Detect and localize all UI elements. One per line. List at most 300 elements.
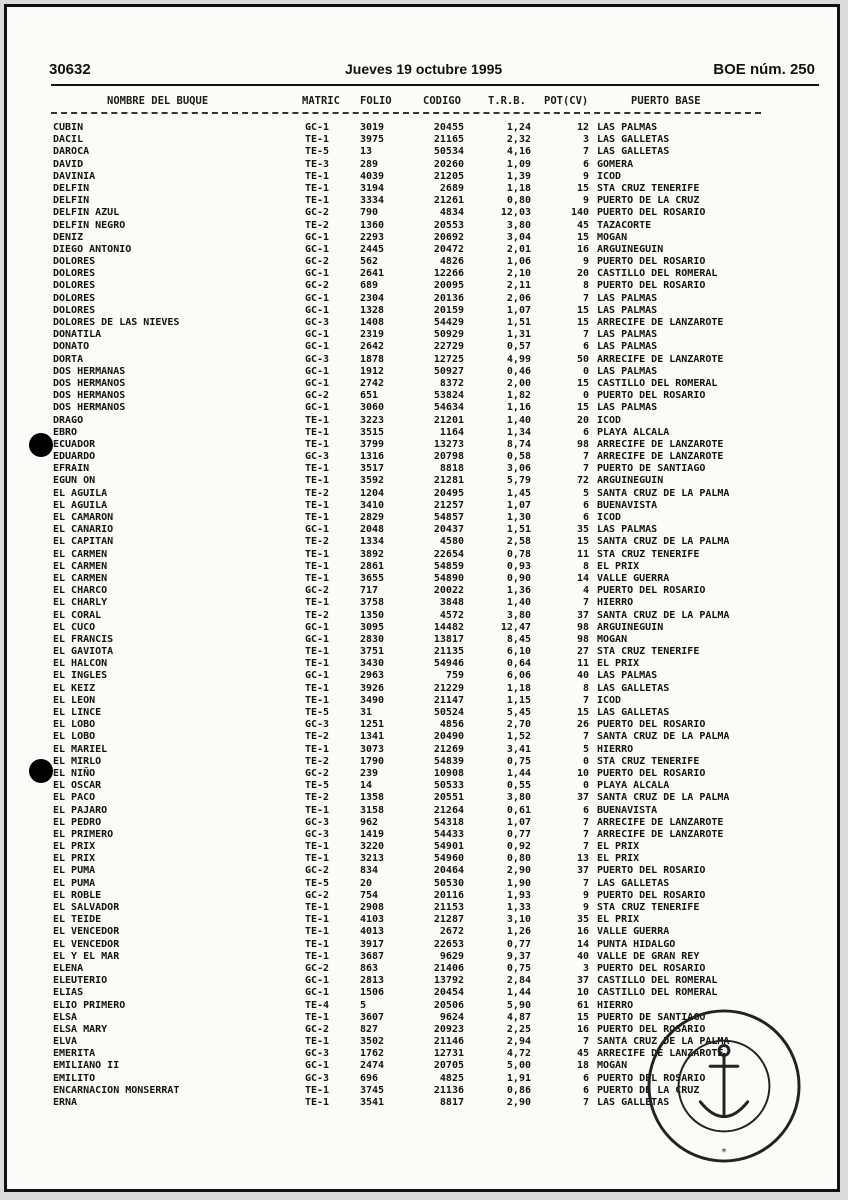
trb-value: 0,46	[506, 365, 531, 377]
table-row	[51, 610, 811, 622]
matricula: GC-1	[305, 341, 330, 353]
potencia: 35	[576, 524, 589, 536]
port-base: VALLE GUERRA	[597, 572, 670, 584]
port-base: LAS PALMAS	[597, 365, 658, 377]
port-base: ARRECIFE DE LANZAROTE	[597, 828, 724, 840]
port-base: LAS PALMAS	[597, 402, 658, 414]
potencia: 15	[576, 1011, 589, 1023]
vessel-name: EL PRIX	[53, 853, 96, 865]
potencia: 37	[576, 975, 589, 987]
vessel-name: DAVID	[53, 158, 84, 170]
trb-value: 4,16	[506, 146, 531, 158]
trb-value: 5,45	[506, 707, 531, 718]
matricula: GC-1	[305, 987, 330, 999]
matricula: GC-2	[305, 280, 330, 292]
potencia: 6	[582, 512, 589, 523]
codigo: 21229	[433, 682, 464, 694]
port-base: TAZACORTE	[597, 219, 652, 231]
codigo: 54946	[433, 658, 464, 670]
trb-value: 1,30	[506, 512, 531, 523]
table-row	[51, 134, 811, 146]
port-base: PUERTO DEL ROSARIO	[597, 767, 706, 779]
codigo: 54839	[433, 755, 464, 767]
folio: 827	[360, 1023, 379, 1035]
matricula: GC-2	[305, 962, 330, 974]
folio: 5	[360, 999, 367, 1011]
table-row	[51, 512, 811, 524]
port-base: LAS PALMAS	[597, 341, 658, 353]
potencia: 7	[582, 828, 589, 840]
trb-value: 1,33	[506, 902, 531, 913]
folio: 790	[360, 207, 379, 219]
port-base: BUENAVISTA	[597, 804, 658, 816]
matricula: TE-1	[305, 512, 330, 523]
table-row	[51, 402, 811, 414]
folio: 2293	[360, 231, 385, 243]
potencia: 27	[576, 646, 589, 658]
matricula: GC-1	[305, 231, 330, 243]
potencia: 37	[576, 792, 589, 804]
port-base: STA CRUZ TENERIFE	[597, 902, 700, 913]
matricula: GC-2	[305, 390, 330, 402]
potencia: 6	[582, 1072, 589, 1084]
vessel-name: EDUARDO	[53, 451, 96, 463]
table-row	[51, 744, 811, 756]
port-base: HIERRO	[597, 743, 634, 755]
folio: 1316	[360, 451, 385, 463]
matricula: GC-2	[305, 1023, 330, 1035]
matricula: GC-3	[305, 1072, 330, 1084]
trb-value: 1,51	[506, 524, 531, 536]
column-header-name: NOMBRE DEL BUQUE	[107, 95, 209, 107]
codigo: 54901	[433, 841, 464, 853]
vessel-name: EL HALCON	[53, 658, 108, 670]
trb-value: 0,90	[506, 572, 531, 584]
potencia: 98	[576, 621, 589, 633]
table-row	[51, 878, 811, 890]
potencia: 9	[582, 195, 589, 207]
vessel-name: EL NIÑO	[53, 767, 96, 779]
folio: 3517	[360, 463, 385, 475]
potencia: 45	[576, 219, 589, 231]
trb-value: 1,07	[506, 499, 531, 511]
port-base: STA CRUZ TENERIFE	[597, 548, 700, 560]
trb-value: 3,80	[506, 792, 531, 804]
codigo: 4826	[439, 256, 464, 268]
column-header-matric: MATRIC	[302, 95, 340, 107]
port-base: PUERTO DE SANTIAGO	[597, 1011, 706, 1023]
trb-value: 1,16	[506, 402, 531, 414]
folio: 689	[360, 280, 379, 292]
matricula: GC-1	[305, 304, 330, 316]
potencia: 15	[576, 317, 589, 328]
codigo: 20116	[433, 889, 464, 901]
trb-value: 0,75	[506, 755, 531, 767]
table-row	[51, 939, 811, 951]
folio: 3799	[360, 438, 385, 450]
trb-value: 0,57	[506, 341, 531, 353]
vessel-name: EL VENCEDOR	[53, 926, 120, 938]
codigo: 20495	[433, 487, 464, 499]
table-row	[51, 354, 811, 366]
vessel-name: DACIL	[53, 134, 84, 146]
folio: 3095	[360, 621, 385, 633]
vessel-name: EMILIANO II	[53, 1060, 120, 1072]
port-base: CASTILLO DEL ROMERAL	[597, 377, 718, 389]
codigo: 54318	[433, 816, 464, 828]
port-base: VALLE GUERRA	[597, 926, 670, 938]
potencia: 12	[576, 122, 589, 133]
table-row	[51, 817, 811, 829]
matricula: TE-5	[305, 146, 330, 158]
port-base: ARRECIFE DE LANZAROTE	[597, 317, 724, 328]
trb-value: 3,80	[506, 609, 531, 621]
matricula: TE-1	[305, 170, 330, 182]
codigo: 21146	[433, 1036, 464, 1048]
potencia: 7	[582, 451, 589, 463]
table-row	[51, 865, 811, 877]
matricula: GC-3	[305, 1048, 330, 1060]
folio: 1419	[360, 828, 385, 840]
table-row	[51, 634, 811, 646]
matricula: TE-1	[305, 1011, 330, 1023]
vessel-name: EL LOBO	[53, 719, 96, 731]
matricula: GC-1	[305, 670, 330, 682]
vessel-name: EL Y EL MAR	[53, 950, 120, 962]
potencia: 15	[576, 304, 589, 316]
vessel-name: ERNA	[53, 1097, 78, 1108]
codigo: 21261	[433, 195, 464, 207]
table-row	[51, 341, 811, 353]
potencia: 9	[582, 902, 589, 913]
folio: 1251	[360, 719, 385, 731]
folio: 2474	[360, 1060, 385, 1072]
trb-value: 0,55	[506, 780, 531, 792]
folio: 3607	[360, 1011, 385, 1023]
port-base: ARGUINEGUIN	[597, 475, 664, 487]
codigo: 21281	[433, 475, 464, 487]
folio: 2304	[360, 292, 385, 304]
trb-value: 1,44	[506, 987, 531, 999]
matricula: TE-5	[305, 707, 330, 718]
port-base: MOGAN	[597, 633, 628, 645]
column-header-codigo: CODIGO	[423, 95, 461, 107]
matricula: GC-1	[305, 243, 330, 255]
column-header-puerto: PUERTO BASE	[631, 95, 701, 107]
codigo: 20455	[433, 122, 464, 133]
codigo: 4856	[439, 719, 464, 731]
matricula: GC-3	[305, 719, 330, 731]
vessel-name: DOLORES	[53, 304, 96, 316]
table-row	[51, 670, 811, 682]
codigo: 4580	[439, 536, 464, 548]
codigo: 10908	[433, 767, 464, 779]
vessel-name: DIEGO ANTONIO	[53, 243, 132, 255]
port-base: EL PRIX	[597, 658, 640, 670]
table-row	[51, 475, 811, 487]
potencia: 5	[582, 487, 589, 499]
svg-text:*: *	[721, 1147, 727, 1159]
folio: 962	[360, 816, 379, 828]
vessel-name: EL LEON	[53, 694, 96, 706]
port-base: ARRECIFE DE LANZAROTE	[597, 816, 724, 828]
vessel-name: EGUN ON	[53, 475, 96, 487]
trb-value: 4,72	[506, 1048, 531, 1060]
vessel-name: ELSA	[53, 1011, 78, 1023]
port-base: LAS PALMAS	[597, 524, 658, 536]
table-row	[51, 780, 811, 792]
vessel-name: EL CARMEN	[53, 548, 108, 560]
potencia: 7	[582, 1036, 589, 1048]
potencia: 61	[576, 999, 589, 1011]
table-row	[51, 536, 811, 548]
folio: 1912	[360, 365, 385, 377]
matricula: GC-2	[305, 585, 330, 597]
table-row	[51, 963, 811, 975]
vessel-name: EL PACO	[53, 792, 96, 804]
matricula: TE-1	[305, 463, 330, 475]
potencia: 6	[582, 158, 589, 170]
vessel-name: EMERITA	[53, 1048, 96, 1060]
trb-value: 2,11	[506, 280, 531, 292]
vessel-table	[51, 122, 811, 1109]
codigo: 20472	[433, 243, 464, 255]
vessel-name: DAROCA	[53, 146, 90, 158]
potencia: 26	[576, 719, 589, 731]
table-row	[51, 658, 811, 670]
vessel-name: DOS HERMANAS	[53, 365, 126, 377]
potencia: 6	[582, 804, 589, 816]
table-row	[51, 268, 811, 280]
codigo: 20464	[433, 865, 464, 877]
codigo: 20260	[433, 158, 464, 170]
port-base: ARRECIFE DE LANZAROTE	[597, 1048, 724, 1060]
vessel-name: EL CARMEN	[53, 560, 108, 572]
folio: 1204	[360, 487, 385, 499]
codigo: 21165	[433, 134, 464, 146]
folio: 3410	[360, 499, 385, 511]
potencia: 15	[576, 402, 589, 414]
folio: 3758	[360, 597, 385, 609]
matricula: TE-1	[305, 938, 330, 950]
matricula: TE-1	[305, 1084, 330, 1096]
matricula: GC-2	[305, 256, 330, 268]
codigo: 54634	[433, 402, 464, 414]
port-base: LAS PALMAS	[597, 292, 658, 304]
codigo: 21269	[433, 743, 464, 755]
matricula: TE-1	[305, 134, 330, 146]
vessel-name: DOS HERMANOS	[53, 377, 126, 389]
folio: 3515	[360, 426, 385, 438]
table-row	[51, 902, 811, 914]
vessel-name: EL INGLES	[53, 670, 108, 682]
trb-value: 3,04	[506, 231, 531, 243]
codigo: 53824	[433, 390, 464, 402]
matricula: TE-1	[305, 1036, 330, 1048]
trb-value: 1,24	[506, 122, 531, 133]
potencia: 10	[576, 767, 589, 779]
potencia: 7	[582, 463, 589, 475]
port-base: HIERRO	[597, 999, 634, 1011]
potencia: 15	[576, 182, 589, 194]
trb-value: 5,00	[506, 1060, 531, 1072]
vessel-name: DELFIN	[53, 182, 90, 194]
matricula: TE-2	[305, 609, 330, 621]
vessel-name: EL TEIDE	[53, 914, 102, 926]
matricula: TE-2	[305, 219, 330, 231]
table-row	[51, 975, 811, 987]
port-base: PUERTO DEL ROSARIO	[597, 1072, 706, 1084]
codigo: 21287	[433, 914, 464, 926]
codigo: 20159	[433, 304, 464, 316]
codigo: 20923	[433, 1023, 464, 1035]
vessel-name: EL PUMA	[53, 877, 96, 889]
matricula: GC-3	[305, 353, 330, 365]
trb-value: 5,90	[506, 999, 531, 1011]
table-row	[51, 768, 811, 780]
codigo: 20454	[433, 987, 464, 999]
trb-value: 2,01	[506, 243, 531, 255]
codigo: 54433	[433, 828, 464, 840]
federation-seal-stamp	[645, 1007, 803, 1165]
matricula: TE-1	[305, 182, 330, 194]
matricula: TE-1	[305, 414, 330, 426]
table-row	[51, 841, 811, 853]
port-base: PUERTO DEL ROSARIO	[597, 1023, 706, 1035]
matricula: TE-1	[305, 499, 330, 511]
port-base: CASTILLO DEL ROMERAL	[597, 987, 718, 999]
matricula: GC-2	[305, 207, 330, 219]
potencia: 3	[582, 962, 589, 974]
trb-value: 0,58	[506, 451, 531, 463]
folio: 3541	[360, 1097, 385, 1108]
trb-value: 1,40	[506, 414, 531, 426]
port-base: ICOD	[597, 694, 622, 706]
folio: 3892	[360, 548, 385, 560]
trb-value: 1,44	[506, 767, 531, 779]
vessel-name: DONATO	[53, 341, 90, 353]
folio: 1878	[360, 353, 385, 365]
codigo: 13817	[433, 633, 464, 645]
trb-value: 1,34	[506, 426, 531, 438]
potencia: 140	[570, 207, 589, 219]
folio: 2048	[360, 524, 385, 536]
table-row	[51, 756, 811, 768]
port-base: PUERTO DEL ROSARIO	[597, 865, 706, 877]
codigo: 20551	[433, 792, 464, 804]
potencia: 9	[582, 170, 589, 182]
page-number: 30632	[49, 61, 91, 78]
table-row	[51, 951, 811, 963]
potencia: 16	[576, 926, 589, 938]
port-base: PUERTO DE SANTIAGO	[597, 463, 706, 475]
vessel-name: EL CORAL	[53, 609, 102, 621]
port-base: LAS GALLETAS	[597, 682, 670, 694]
matricula: TE-4	[305, 999, 330, 1011]
vessel-name: DELFIN AZUL	[53, 207, 120, 219]
punch-hole	[29, 759, 53, 783]
header-rule	[51, 84, 819, 86]
trb-value: 6,10	[506, 646, 531, 658]
folio: 3223	[360, 414, 385, 426]
potencia: 15	[576, 707, 589, 718]
matricula: TE-1	[305, 841, 330, 853]
folio: 3194	[360, 182, 385, 194]
potencia: 7	[582, 292, 589, 304]
port-base: PUERTO DEL ROSARIO	[597, 207, 706, 219]
port-base: PUERTO DEL ROSARIO	[597, 719, 706, 731]
folio: 2319	[360, 329, 385, 341]
codigo: 13273	[433, 438, 464, 450]
potencia: 35	[576, 914, 589, 926]
codigo: 9624	[439, 1011, 464, 1023]
port-base: ARGUINEGUIN	[597, 621, 664, 633]
table-row	[51, 500, 811, 512]
table-row	[51, 829, 811, 841]
table-row	[51, 695, 811, 707]
table-row	[51, 195, 811, 207]
potencia: 7	[582, 731, 589, 743]
potencia: 6	[582, 341, 589, 353]
port-base: LAS GALLETAS	[597, 707, 670, 718]
vessel-name: DOLORES	[53, 268, 96, 280]
potencia: 14	[576, 572, 589, 584]
trb-value: 1,18	[506, 182, 531, 194]
codigo: 20437	[433, 524, 464, 536]
port-base: LAS PALMAS	[597, 670, 658, 682]
folio: 717	[360, 585, 379, 597]
table-row	[51, 914, 811, 926]
port-base: PUERTO DEL ROSARIO	[597, 889, 706, 901]
folio: 1334	[360, 536, 385, 548]
potencia: 7	[582, 841, 589, 853]
matricula: GC-1	[305, 268, 330, 280]
matricula: GC-2	[305, 767, 330, 779]
potencia: 13	[576, 853, 589, 865]
vessel-name: EL LOBO	[53, 731, 96, 743]
codigo: 759	[445, 670, 464, 682]
codigo: 20022	[433, 585, 464, 597]
codigo: 54890	[433, 572, 464, 584]
table-row	[51, 183, 811, 195]
codigo: 3848	[439, 597, 464, 609]
vessel-name: EL VENCEDOR	[53, 938, 120, 950]
folio: 13	[360, 146, 373, 158]
port-base: EL PRIX	[597, 841, 640, 853]
matricula: TE-1	[305, 658, 330, 670]
table-row	[51, 220, 811, 232]
vessel-name: DOLORES	[53, 292, 96, 304]
folio: 20	[360, 877, 373, 889]
matricula: GC-1	[305, 1060, 330, 1072]
trb-value: 0,78	[506, 548, 531, 560]
table-row	[51, 549, 811, 561]
matricula: GC-3	[305, 317, 330, 328]
table-row	[51, 207, 811, 219]
codigo: 20798	[433, 451, 464, 463]
folio: 3592	[360, 475, 385, 487]
trb-value: 1,36	[506, 585, 531, 597]
trb-value: 1,90	[506, 877, 531, 889]
matricula: GC-3	[305, 816, 330, 828]
potencia: 72	[576, 475, 589, 487]
vessel-name: EFRAIN	[53, 463, 90, 475]
folio: 14	[360, 780, 373, 792]
matricula: GC-3	[305, 451, 330, 463]
vessel-name: EL OSCAR	[53, 780, 102, 792]
potencia: 14	[576, 938, 589, 950]
port-base: SANTA CRUZ DE LA PALMA	[597, 536, 730, 548]
